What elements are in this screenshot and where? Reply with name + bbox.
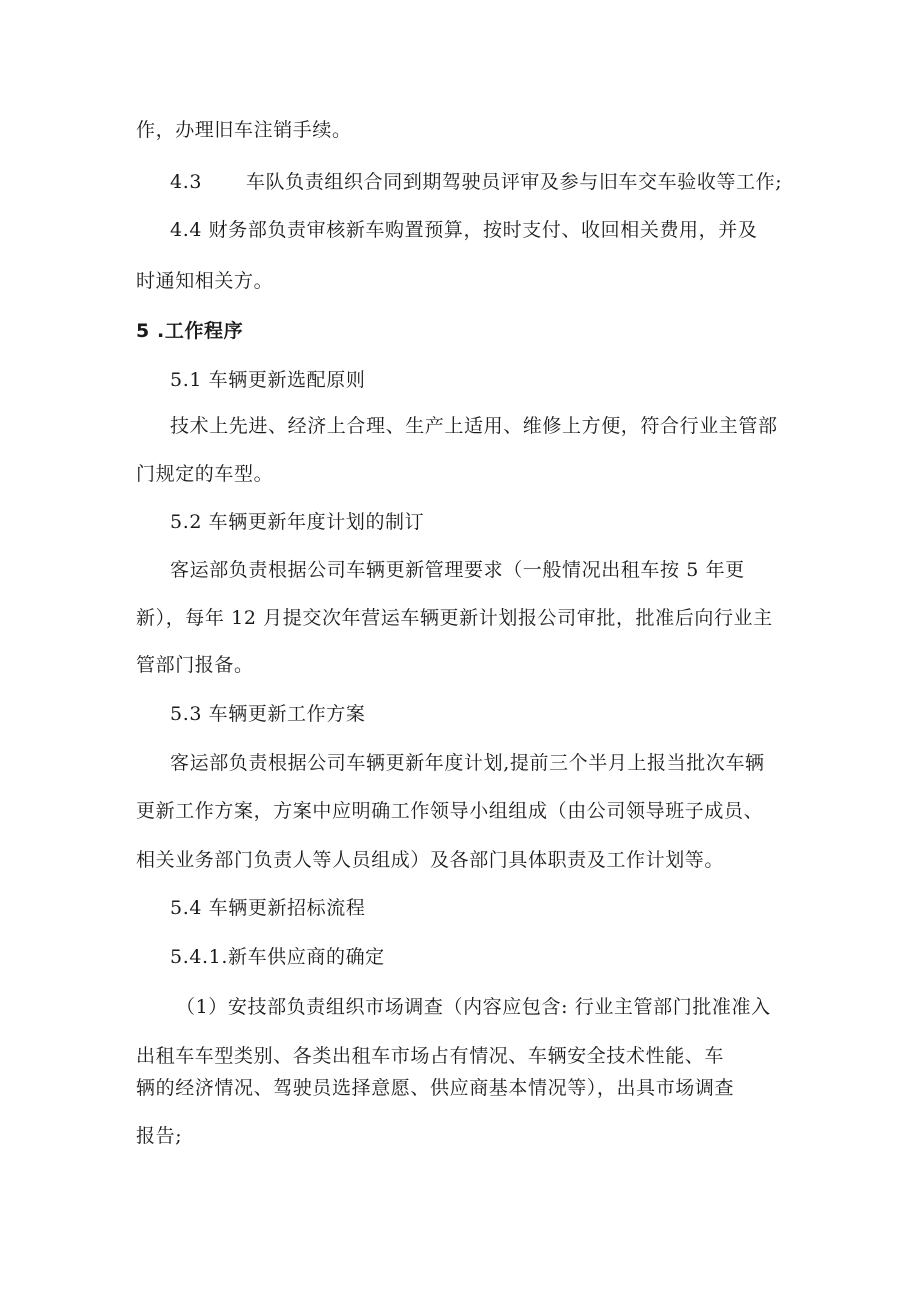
subheading-5-4: 5.4 车辆更新招标流程	[170, 897, 366, 919]
text-line-21: 辆的经济情况、驾驶员选择意愿、供应商基本情况等），出具市场调查	[136, 1077, 735, 1099]
text-line-8: 门规定的车型。	[136, 463, 274, 485]
subheading-5-4-1: 5.4.1.新车供应商的确定	[170, 946, 385, 968]
text-line-14: 客运部负责根据公司车辆更新年度计划,提前三个半月上报当批次车辆	[170, 752, 765, 774]
clause-4-3-number: 4.3	[170, 171, 203, 193]
subheading-5-2: 5.2 车辆更新年度计划的制订	[170, 511, 425, 533]
text-line-10: 客运部负责根据公司车辆更新管理要求（一般情况出租车按 5 年更	[170, 559, 745, 581]
text-line-19: （1）安技部负责组织市场调查（内容应包含: 行业主管部门批准准入	[176, 996, 771, 1018]
text-line-4: 时通知相关方。	[136, 270, 274, 292]
text-line-1: 作，办理旧车注销手续。	[136, 119, 352, 141]
clause-4-3	[170, 169, 782, 195]
text-line-7: 技术上先进、经济上合理、生产上适用、维修上方便，符合行业主管部	[170, 415, 778, 437]
text-line-22: 报告;	[136, 1125, 183, 1147]
text-line-20: 出租车车型类别、各类出租车市场占有情况、车辆安全技术性能、车	[136, 1045, 725, 1067]
subheading-5-1: 5.1 车辆更新选配原则	[170, 369, 366, 391]
clause-4-3-text: 车队负责组织合同到期驾驶员评审及参与旧车交车验收等工作;	[246, 171, 783, 193]
section-heading-5: 5 .工作程序	[136, 320, 244, 342]
text-line-11: 新），每年 12 月提交次年营运车辆更新计划报公司审批，批准后向行业主	[136, 607, 773, 629]
text-line-15: 更新工作方案，方案中应明确工作领导小组组成（由公司领导班子成员、	[136, 800, 764, 822]
text-line-16: 相关业务部门负责人等人员组成）及各部门具体职责及工作计划等。	[136, 849, 725, 871]
clause-4-4: 4.4 财务部负责审核新车购置预算，按时支付、收回相关费用，并及	[170, 219, 758, 241]
text-line-12: 管部门报备。	[136, 654, 254, 676]
subheading-5-3: 5.3 车辆更新工作方案	[170, 703, 366, 725]
